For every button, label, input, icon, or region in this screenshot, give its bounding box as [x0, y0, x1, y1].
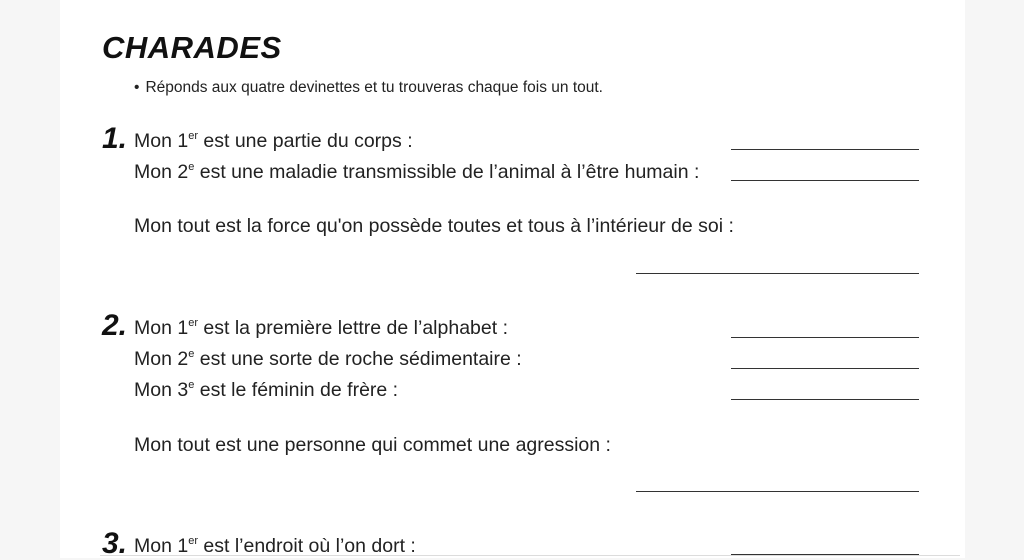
ordinal-suffix: e [188, 379, 195, 391]
part-text: est l’endroit où l’on dort : [197, 535, 416, 557]
part-prefix: Mon 3 [134, 379, 189, 401]
part-prefix: Mon 1 [134, 317, 189, 339]
ordinal-suffix: e [188, 161, 195, 173]
page-edge-divider [100, 555, 960, 556]
charade-1-part-2 [134, 161, 699, 184]
charade-2-part-2 [134, 348, 522, 371]
answer-blank-1-2[interactable] [731, 180, 919, 181]
charade-2-whole: Mon tout est une personne qui commet une agression : [134, 434, 611, 456]
instruction-text: Réponds aux quatre devinettes et tu trouveras chaque fois un tout. [145, 79, 603, 96]
ordinal-suffix: er [188, 535, 198, 547]
part-text: est une partie du corps : [197, 130, 413, 152]
charade-2-number: 2. [102, 309, 128, 342]
part-text: est une maladie transmissible de l’animal à l’être humain : [194, 161, 700, 183]
answer-blank-2-whole[interactable] [636, 491, 919, 492]
charade-1-whole: Mon tout est la force qu'on possède toutes et tous à l’intérieur de soi : [134, 215, 734, 237]
part-prefix: Mon 2 [134, 348, 189, 370]
part-prefix: Mon 1 [134, 535, 189, 557]
answer-blank-2-1[interactable] [731, 337, 919, 338]
answer-blank-1-1[interactable] [731, 149, 919, 150]
charade-2-part-3 [134, 379, 398, 402]
instruction [134, 79, 603, 97]
page-title: CHARADES [102, 30, 282, 65]
answer-blank-2-2[interactable] [731, 368, 919, 369]
charade-1-number: 1. [102, 122, 128, 155]
worksheet-page [60, 0, 965, 558]
ordinal-suffix: e [188, 348, 195, 360]
part-prefix: Mon 1 [134, 130, 189, 152]
part-text: est la première lettre de l’alphabet : [197, 317, 508, 339]
ordinal-suffix: er [188, 130, 198, 142]
bullet-icon: • [134, 79, 140, 96]
charade-3-number: 3. [102, 527, 128, 560]
ordinal-suffix: er [188, 317, 198, 329]
charade-1-part-1 [134, 130, 413, 153]
part-text: est une sorte de roche sédimentaire : [194, 348, 522, 370]
part-text: est le féminin de frère : [194, 379, 399, 401]
part-prefix: Mon 2 [134, 161, 189, 183]
charade-2-part-1 [134, 317, 508, 340]
answer-blank-1-whole[interactable] [636, 273, 919, 274]
answer-blank-2-3[interactable] [731, 399, 919, 400]
